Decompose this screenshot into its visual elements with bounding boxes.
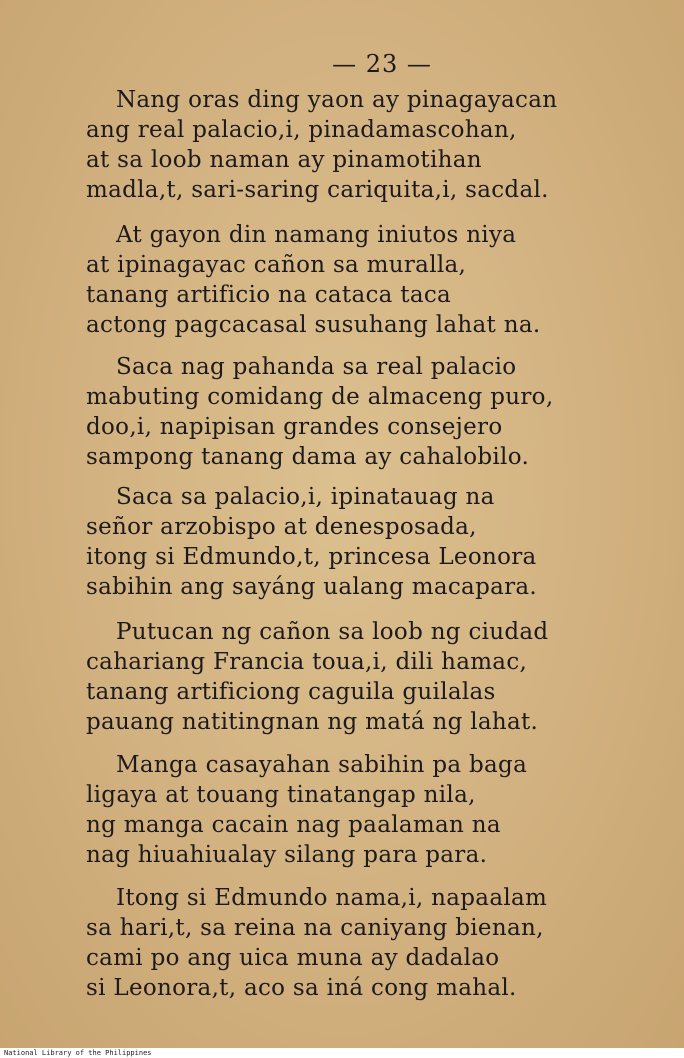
verse-line: at sa loob naman ay pinamotihan	[86, 147, 482, 173]
verse-line: tanang artificiong caguila guilalas	[86, 679, 496, 705]
stanza-2	[86, 220, 656, 340]
verse-line: cahariang Francia toua,i, dili hamac,	[86, 649, 528, 675]
stanza-5	[86, 617, 656, 737]
verse-line: ng manga cacain nag paalaman na	[86, 812, 501, 838]
stanza-6	[86, 750, 656, 870]
verse-line: At gayon din namang iniutos niya	[116, 222, 517, 248]
verse-line: Itong si Edmundo nama,i, napaalam	[116, 885, 548, 911]
verse-line: ang real palacio,i, pinadamascohan,	[86, 117, 517, 143]
stanza-4	[86, 482, 656, 602]
verse-line: itong si Edmundo,t, princesa Leonora	[86, 544, 537, 570]
verse-line: actong pagcacasal susuhang lahat na.	[86, 312, 541, 338]
verse-line: si Leonora,t, aco sa iná cong mahal.	[86, 975, 517, 1001]
page-number: — 23 —	[332, 50, 432, 78]
verse-line: ligaya at touang tinatangap nila,	[86, 782, 476, 808]
verse-line: Nang oras ding yaon ay pinagayacan	[116, 87, 558, 113]
verse-line: nag hiuahiualay silang para para.	[86, 842, 488, 868]
verse-line: at ipinagayac cañon sa muralla,	[86, 252, 467, 278]
verse-line: Manga casayahan sabihin pa baga	[116, 752, 528, 778]
verse-line: Putucan ng cañon sa loob ng ciudad	[116, 619, 549, 645]
stanza-3	[86, 352, 656, 472]
verse-line: doo,i, napipisan grandes consejero	[86, 414, 503, 440]
verse-line: mabuting comidang de almaceng puro,	[86, 384, 554, 410]
verse-line: Saca nag pahanda sa real palacio	[116, 354, 517, 380]
verse-line: madla,t, sari-saring cariquita,i, sacdal.	[86, 177, 549, 203]
verse-line: señor arzobispo at denesposada,	[86, 514, 477, 540]
verse-line: sa hari,t, sa reina na caniyang bienan,	[86, 915, 544, 941]
verse-line: sampong tanang dama ay cahalobilo.	[86, 444, 530, 470]
verse-line: cami po ang uica muna ay dadalao	[86, 945, 500, 971]
stanza-1	[86, 85, 656, 205]
verse-line: pauang natitingnan ng matá ng lahat.	[86, 709, 539, 735]
footer-credit: National Library of the Philippines	[4, 1049, 152, 1057]
verse-line: Saca sa palacio,i, ipinatauag na	[116, 484, 495, 510]
verse-line: tanang artificio na cataca taca	[86, 282, 452, 308]
verse-line: sabihin ang sayáng ualang macapara.	[86, 574, 538, 600]
stanza-7	[86, 883, 656, 1003]
